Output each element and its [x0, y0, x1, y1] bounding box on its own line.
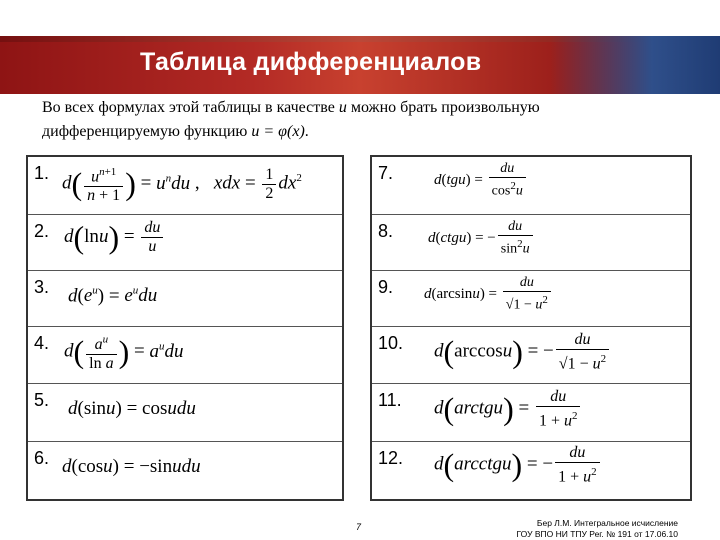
row-number: 4. [34, 333, 50, 353]
formula-5: d(sinu) = cosudu [68, 398, 196, 419]
page-number: 7 [356, 522, 362, 532]
row-number: 1. [34, 163, 50, 183]
row-number: 12. [378, 448, 404, 468]
banner-accent [550, 36, 720, 94]
slide-title: Таблица дифференциалов [140, 48, 482, 76]
intro-line1-suffix: можно брать произвольную [346, 99, 540, 116]
row-number: 2. [34, 221, 50, 241]
row-number: 5. [34, 390, 50, 410]
formula-9: d(arcsinu) = $\frac{du}{√1 - u^2}$ [424, 275, 553, 314]
formula-2: d(lnu) = $\frac{du}{u}$ [64, 219, 165, 256]
footer-credit [460, 518, 678, 540]
formula-row-12 [372, 441, 690, 498]
formula-row-8 [372, 214, 690, 271]
row-number: 6. [34, 448, 50, 468]
formula-7: d(tgu) = $\frac{du}{\cos^2u}$ [434, 161, 528, 200]
formula-6: d(cosu) = −sinudu [62, 456, 201, 477]
formula-3: $d(e^u) = e^udu$ [68, 285, 158, 307]
row-number: 11. [378, 390, 402, 410]
footer-line-1: Бер Л.М. Интегральное исчисление [536, 518, 678, 528]
formula-row-4 [28, 326, 342, 384]
formula-row-5 [28, 383, 342, 442]
formula-1: d( $\frac{u^{n+1}}{n + 1}$ ) = $u^ndu$ , xdx = $\frac{1}{2}$ $dx^2$ [62, 165, 302, 205]
formula-row-7 [372, 157, 690, 214]
right-table [370, 155, 692, 501]
formula-row-3 [28, 270, 342, 327]
footer-line-2: ГОУ ВПО НИ ТПУ Рег. № 191 от 17.06.10 [516, 529, 678, 539]
formula-row-1 [28, 157, 342, 214]
intro-u: u [338, 99, 347, 116]
formula-row-9 [372, 270, 690, 327]
intro-formula: u = φ(x) [251, 123, 305, 140]
intro-text [42, 96, 692, 144]
row-number: 7. [378, 163, 394, 183]
formula-11: d(arctgu) = $\frac{du}{1 + u^2}$ [434, 388, 582, 430]
left-table [26, 155, 344, 501]
row-number: 10. [378, 333, 404, 353]
formula-row-11 [372, 383, 690, 442]
row-number: 8. [378, 221, 394, 241]
intro-line2-suffix: . [304, 123, 309, 140]
formula-10: d(arccosu) = − $\frac{du}{√1 - u^2}$ [434, 331, 611, 373]
formula-8: d(ctgu) = − $\frac{du}{\sin^2u}$ [428, 219, 535, 258]
formula-12: d(arcctgu) = − $\frac{du}{1 + u^2}$ [434, 444, 602, 486]
title-banner [0, 36, 720, 94]
formula-4: d( $\frac{a^u}{\text{ln a}}$ ) = $a^udu$ [64, 333, 184, 373]
row-number: 3. [34, 277, 50, 297]
intro-line1-prefix: Во всех формулах этой таблицы в качестве [42, 99, 339, 116]
formula-row-6 [28, 441, 342, 498]
row-number: 9. [378, 277, 394, 297]
formula-row-2 [28, 214, 342, 271]
formula-row-10 [372, 326, 690, 384]
intro-line2-prefix: дифференцируемую функцию [42, 123, 252, 140]
